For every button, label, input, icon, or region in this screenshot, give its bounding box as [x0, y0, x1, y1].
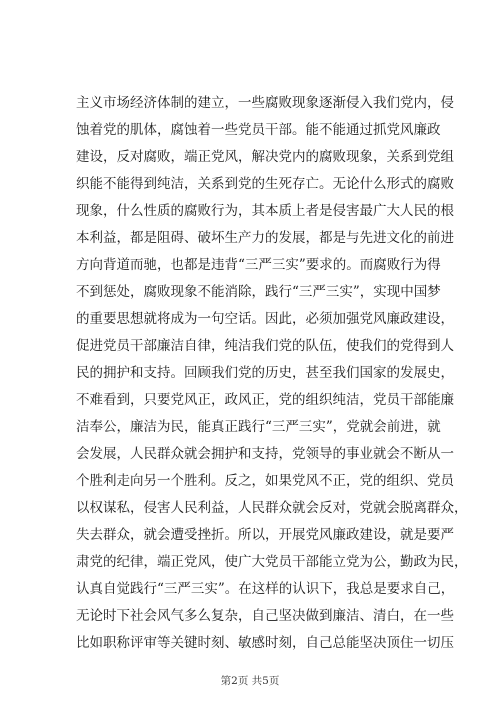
- page-number-footer: 第2页 共5页: [220, 675, 280, 687]
- text-line: 会发展，人民群众就会拥护和支持，党领导的事业就会不断从一: [76, 446, 454, 462]
- text-line: 不难看到，只要党风正，政风正，党的组织纯洁，党员干部能廉: [76, 392, 454, 408]
- text-line: 无论时下社会风气多么复杂，自己坚决做到廉洁、清白，在一些: [76, 608, 454, 624]
- text-line: 主义市场经济体制的建立，一些腐败现象逐渐侵入我们党内，侵: [76, 95, 454, 111]
- text-line: 现象，什么性质的腐败行为，其本质上者是侵害最广大人民的根: [76, 203, 454, 219]
- text-line: 织能不能得到纯洁，关系到党的生死存亡。无论什么形式的腐败: [76, 176, 454, 192]
- text-line: 本利益，都是阻碍、破坏生产力的发展，都是与先进文化的前进: [76, 230, 454, 246]
- body-text: [76, 90, 468, 657]
- text-line: 的重要思想就将成为一句空话。因此，必须加强党风廉政建设，: [76, 311, 454, 327]
- text-line: 以权谋私，侵害人民利益，人民群众就会反对，党就会脱离群众，: [76, 500, 468, 516]
- text-line: 促进党员干部廉洁自律，纯洁我们党的队伍，使我们的党得到人: [76, 338, 454, 354]
- text-line: 比如职称评审等关键时刻、敏感时刻，自己总能坚决顶住一切压: [76, 635, 454, 651]
- text-line: 不到惩处，腐败现象不能消除，践行“三严三实”，实现中国梦: [76, 284, 441, 300]
- text-line: 方向背道而驰，也都是违背“三严三实”要求的。而腐败行为得: [76, 257, 441, 273]
- text-line: 民的拥护和支持。回顾我们党的历史，甚至我们国家的发展史，: [76, 365, 454, 381]
- text-line: 建设，反对腐败，端正党风，解决党内的腐败现象，关系到党组: [76, 149, 454, 165]
- text-line: 认真自觉践行“三严三实”。在这样的认识下，我总是要求自己，: [76, 581, 455, 597]
- text-line: 蚀着党的肌体，腐蚀着一些党员干部。能不能通过抓党风廉政: [76, 122, 441, 138]
- text-line: 肃党的纪律，端正党风，使广大党员干部能立党为公，勤政为民，: [76, 554, 468, 570]
- text-line: 个胜利走向另一个胜利。反之，如果党风不正，党的组织、党员: [76, 473, 454, 489]
- text-line: 洁奉公，廉洁为民，能真正践行“三严三实”，党就会前进，就: [76, 419, 441, 435]
- text-line: 失去群众，就会遭受挫折。所以，开展党风廉政建设，就是要严: [76, 527, 454, 543]
